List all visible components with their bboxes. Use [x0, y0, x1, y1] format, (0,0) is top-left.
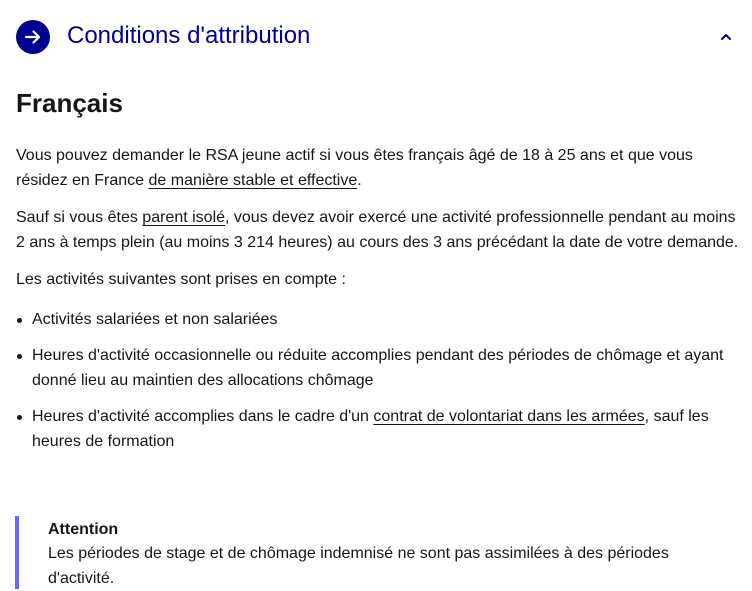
list-item-text: Activités salariées et non salariées — [32, 311, 278, 328]
paragraph-text: Vous pouvez demander le RSA jeune actif si vous êtes français âgé de 18 à 25 ans et que vous résidez en France — [16, 147, 693, 189]
attention-callout — [15, 516, 744, 589]
callout-title: Attention — [48, 521, 119, 538]
chevron-up-icon[interactable] — [716, 27, 736, 47]
list-item-text: Heures d'activité accomplies dans le cadre d'un — [32, 408, 374, 425]
arrow-right-icon — [16, 20, 50, 54]
callout-text: Les périodes de stage et de chômage indemnisé ne sont pas assimilées à des périodes d'activité. — [48, 545, 669, 587]
list-item — [16, 343, 744, 393]
section-heading: Français — [16, 88, 123, 118]
bullet-icon — [17, 318, 22, 323]
list-item — [16, 307, 744, 332]
parent-isole-link[interactable]: parent isolé — [142, 209, 226, 226]
paragraph-text: Sauf si vous êtes — [16, 209, 143, 226]
activity-requirement-paragraph — [16, 205, 744, 255]
paragraph-text: . — [357, 172, 362, 189]
bullet-icon — [17, 415, 22, 420]
bullet-icon — [17, 354, 22, 359]
list-item-text: Heures d'activité occasionnelle ou réduite accomplies pendant des périodes de chômage et ayant donné lieu au maintien des allocations chômage — [32, 347, 724, 389]
activities-list — [16, 307, 744, 454]
accordion-title: Conditions d'attribution — [67, 22, 311, 49]
accordion-header[interactable] — [0, 0, 752, 74]
volontariat-armees-link[interactable]: contrat de volontariat dans les armées — [373, 408, 645, 425]
eligibility-paragraph — [16, 143, 744, 193]
paragraph-text: , vous devez avoir exercé une activité professionnelle pendant au moins 2 ans à temps plein (au moins 3 214 heures) au cours des 3 ans précédant la date de votre demande. — [16, 209, 739, 251]
list-item — [16, 404, 744, 454]
accordion-content — [16, 86, 744, 465]
activities-intro: Les activités suivantes sont prises en compte : — [16, 271, 346, 288]
stable-residence-link[interactable]: de manière stable et effective — [148, 172, 358, 189]
list-item-text: , sauf les heures de formation — [32, 408, 709, 450]
